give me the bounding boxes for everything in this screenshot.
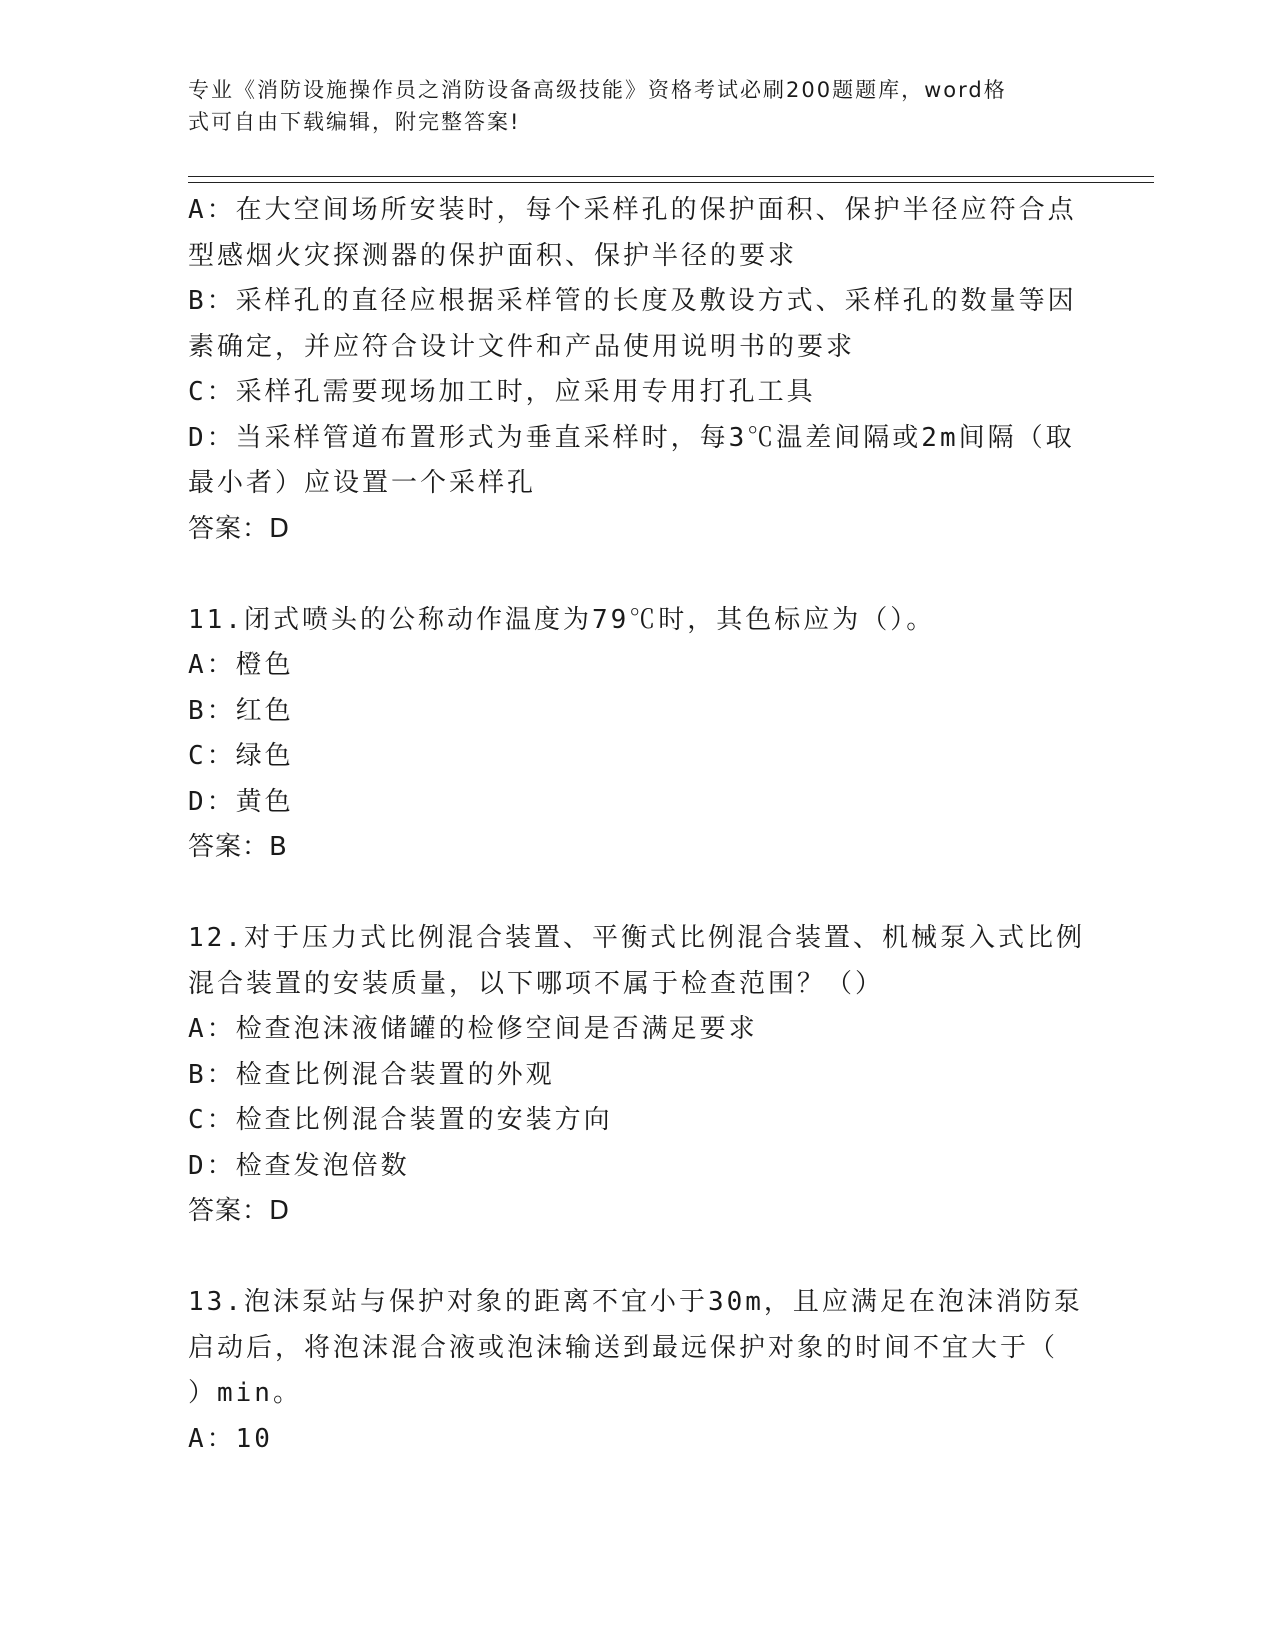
question-10-block xyxy=(188,188,1088,552)
q11-stem: 11.闭式喷头的公称动作温度为79℃时，其色标应为（）。 xyxy=(188,604,936,635)
q10-option-c: C：采样孔需要现场加工时，应采用专用打孔工具 xyxy=(188,377,816,407)
question-11-block xyxy=(188,598,1088,871)
q12-stem-line-2: 混合装置的安装质量，以下哪项不属于检查范围？（） xyxy=(188,968,885,999)
q12-option-a: A：检查泡沫液储罐的检修空间是否满足要求 xyxy=(188,1014,758,1044)
question-content xyxy=(188,188,1088,1462)
q11-option-c: C：绿色 xyxy=(188,741,294,771)
q13-option-a: A：10 xyxy=(188,1423,273,1454)
q10-option-d-line-2: 最小者）应设置一个采样孔 xyxy=(188,468,537,498)
q12-option-c: C：检查比例混合装置的安装方向 xyxy=(188,1105,613,1135)
q10-option-a-line-1: A：在大空间场所安装时，每个采样孔的保护面积、保护半径应符合点 xyxy=(188,195,1077,225)
document-header xyxy=(188,74,1088,138)
q10-option-b-line-2: 素确定，并应符合设计文件和产品使用说明书的要求 xyxy=(188,331,856,362)
q11-option-d: D：黄色 xyxy=(188,786,294,817)
q10-option-a-line-2: 型感烟火灾探测器的保护面积、保护半径的要求 xyxy=(188,240,798,271)
q13-stem-line-1: 13.泡沫泵站与保护对象的距离不宜小于30m，且应满足在泡沫消防泵 xyxy=(188,1287,1083,1317)
question-13-block xyxy=(188,1280,1088,1462)
spacer xyxy=(188,1235,1088,1281)
q10-option-d-line-1: D：当采样管道布置形式为垂直采样时，每3℃温差间隔或2m间隔（取 xyxy=(188,422,1075,453)
header-divider-top xyxy=(188,176,1154,177)
q12-answer: 答案：D xyxy=(188,1196,291,1226)
header-divider-bottom xyxy=(188,182,1154,183)
q10-answer: 答案：D xyxy=(188,513,291,544)
q12-option-b: B：检查比例混合装置的外观 xyxy=(188,1059,555,1090)
spacer xyxy=(188,871,1088,917)
q10-option-b-line-1: B：采样孔的直径应根据采样管的长度及敷设方式、采样孔的数量等因 xyxy=(188,286,1077,316)
q13-stem-line-3: ）min。 xyxy=(188,1378,302,1408)
question-12-block xyxy=(188,916,1088,1235)
q11-option-a: A：橙色 xyxy=(188,650,294,680)
q12-option-d: D：检查发泡倍数 xyxy=(188,1150,410,1181)
q12-stem-line-1: 12.对于压力式比例混合装置、平衡式比例混合装置、机械泵入式比例 xyxy=(188,923,1085,953)
q11-answer: 答案：B xyxy=(188,832,288,862)
header-line-2: 式可自由下载编辑，附完整答案! xyxy=(188,110,521,134)
q13-stem-line-2: 启动后，将泡沫混合液或泡沫输送到最远保护对象的时间不宜大于（ xyxy=(188,1332,1059,1363)
q11-option-b: B：红色 xyxy=(188,695,294,726)
header-line-1: 专业《消防设施操作员之消防设备高级技能》资格考试必刷200题题库，word格 xyxy=(188,78,1007,102)
spacer xyxy=(188,552,1088,598)
